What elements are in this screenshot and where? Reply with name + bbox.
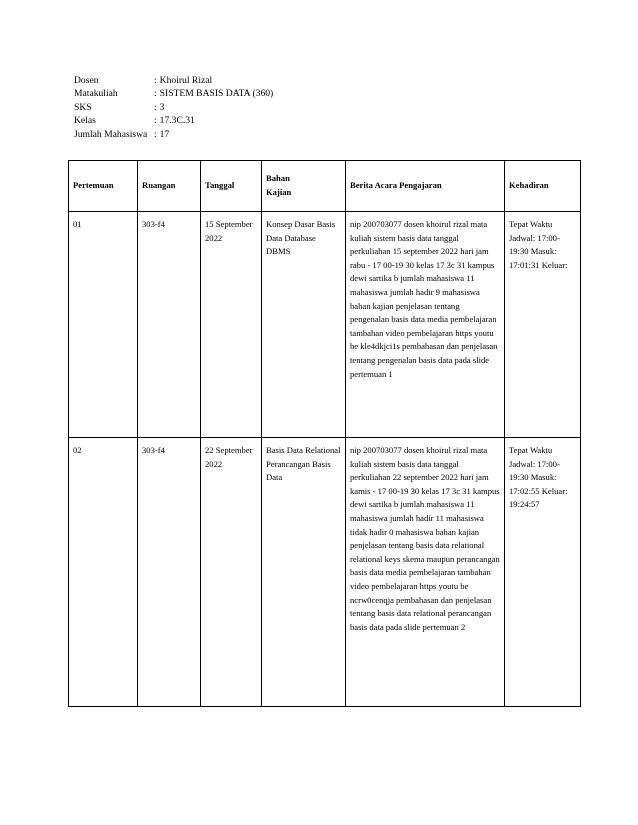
header-pertemuan: Pertemuan — [69, 161, 138, 212]
cell-bahan-kajian: Konsep Dasar Basis Data Database DBMS — [262, 212, 346, 438]
header-kehadiran: Kehadiran — [505, 161, 581, 212]
separator: : — [154, 115, 157, 127]
kelas-label: Kelas — [74, 115, 96, 127]
course-info — [74, 74, 273, 141]
sks-value: 3 — [159, 101, 165, 113]
cell-ruangan: 303-f4 — [138, 438, 201, 707]
table-header-row — [69, 161, 581, 212]
cell-kehadiran: Tepat Waktu Jadwal: 17:00-19:30 Masuk: 17:01:31 Keluar: — [505, 212, 581, 438]
header-bahan-kajian — [262, 161, 346, 212]
separator: : — [154, 128, 157, 140]
matakuliah-label: Matakuliah — [74, 88, 118, 100]
separator: : — [154, 88, 157, 100]
cell-kehadiran: Tepat Waktu Jadwal: 17:00-19:30 Masuk: 17:02:55 Keluar: 19:24:57 — [505, 438, 581, 707]
cell-berita-acara: nip 200703077 dosen khoirul rizal mata kuliah sistem basis data tanggal perkuliahan 22 september 2022 hari jam kamis - 17 00-19 30 kelas 17 3c 31 kampus dewi sartika b jumlah mahasiswa 11 mahasiswa jumlah hadir 11 mahasiswa tidak hadir 0 mahasiswa bahan kajian penjelasan tentang basis data relational relational keys skema maupun perancangan basis data media pembelajaran tambahan video pembelajaran https youtu be ncrw0cenqja pembahasan dan penjelasan tentang basis data relational perancangan basis data pada slide pertemuan 2 — [346, 438, 505, 707]
cell-berita-acara: nip 200703077 dosen khoirul rizal mata kuliah sistem basis data tanggal perkuliahan 15 september 2022 hari jam rabu - 17 00-19 30 kelas 17 3c 31 kampus dewi sartika b jumlah mahasiswa 11 mahasiswa jumlah hadir 9 mahasiswa bahan kajian penjelasan tentang pengenalan basis data media pembelajaran tambahan video pembelajaran https youtu be kle4dkjci1s pembahasan dan penjelasan tentang pengenalan basis data pada slide pertemuan 1 — [346, 212, 505, 438]
meta-row-sks — [74, 101, 273, 114]
cell-pertemuan: 02 — [69, 438, 138, 707]
cell-pertemuan: 01 — [69, 212, 138, 438]
sks-label: SKS — [74, 101, 92, 113]
meta-row-dosen — [74, 74, 273, 87]
dosen-label: Dosen — [74, 75, 99, 86]
header-ruangan: Ruangan — [138, 161, 201, 212]
table-row — [69, 438, 581, 707]
dosen-value: Khoirul Rizal — [159, 75, 213, 86]
cell-bahan-kajian: Basis Data Relational Perancangan Basis Data — [262, 438, 346, 707]
jumlah-mahasiswa-value: 17 — [159, 128, 170, 140]
header-berita-acara: Berita Acara Pengajaran — [346, 161, 505, 212]
kelas-value: 17.3C.31 — [159, 115, 195, 127]
separator: : — [154, 101, 157, 113]
separator: : — [154, 75, 157, 86]
matakuliah-value: SISTEM BASIS DATA (360) — [159, 88, 274, 100]
meta-row-matakuliah — [74, 87, 273, 100]
jumlah-mahasiswa-label: Jumlah Mahasiswa — [74, 128, 148, 140]
cell-ruangan: 303-f4 — [138, 212, 201, 438]
teaching-journal-table — [68, 160, 581, 707]
meta-row-kelas — [74, 114, 273, 127]
cell-tanggal: 22 September 2022 — [201, 438, 262, 707]
header-bahan-line2: Kajian — [266, 187, 292, 197]
header-bahan-line1: Bahan — [266, 173, 290, 184]
header-tanggal: Tanggal — [201, 161, 262, 212]
table-row — [69, 212, 581, 438]
meta-row-jumlah — [74, 128, 273, 141]
cell-tanggal: 15 September 2022 — [201, 212, 262, 438]
